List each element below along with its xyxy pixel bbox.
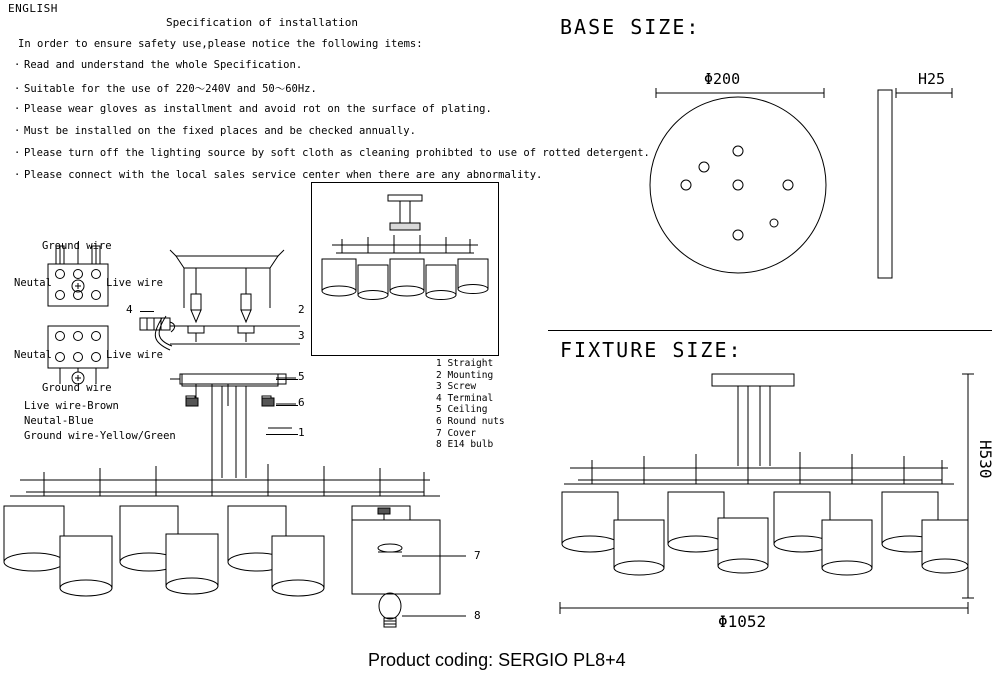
spec-item: · Please wear gloves as installment and avoid rot on the surface of plating. — [14, 103, 492, 115]
legend-live: Live wire-Brown — [24, 400, 119, 412]
base-side-view — [874, 88, 898, 280]
part-item: 4 Terminal — [436, 392, 494, 404]
base-circle-drawing — [648, 95, 828, 275]
base-height-label: H25 — [918, 70, 946, 88]
base-size-heading: BASE SIZE: — [560, 15, 701, 39]
spec-item-text: Read and understand the whole Specification. — [24, 59, 303, 71]
live-bottom-label: Live wire — [106, 349, 163, 361]
part-item: 5 Ceiling — [436, 404, 488, 416]
callout-3: 3 — [298, 329, 305, 342]
neutral-bottom-label: Neutal — [14, 349, 52, 361]
part-item: 6 Round nuts — [436, 415, 505, 427]
spec-title: Specification of installation — [166, 16, 359, 29]
leader-line-6 — [276, 405, 298, 406]
spec-item-text: Please turn off the lighting source by soft cloth as cleaning prohibted to use of rotted detergent. — [24, 147, 650, 159]
callout-4: 4 — [126, 303, 133, 316]
part-item: 2 Mounting — [436, 369, 494, 381]
leader-line-1 — [266, 434, 298, 435]
fixture-height-dimension — [962, 372, 974, 600]
callout-6: 6 — [298, 396, 305, 409]
fixture-diameter-label: Φ1052 — [718, 612, 767, 631]
main-fixture-drawing — [0, 368, 500, 638]
spec-item-text: Please connect with the local sales service center when there are any abnormality. — [24, 169, 543, 181]
language-label: ENGLISH — [8, 2, 58, 15]
terminal-block-icon — [138, 314, 178, 336]
spec-item: · Please connect with the local sales service center when there are any abnormality. — [14, 169, 543, 181]
live-top-label: Live wire — [106, 277, 163, 289]
spec-item: · Must be installed on the fixed places and be checked annually. — [14, 125, 416, 137]
callout-5: 5 — [298, 370, 305, 383]
callout-8: 8 — [474, 609, 481, 622]
base-diameter-label: Φ200 — [704, 70, 741, 88]
legend-neutral: Neutal-Blue — [24, 415, 94, 427]
fixture-height-label: H530 — [976, 440, 995, 479]
fixture-inset-box — [311, 182, 499, 356]
base-height-dimension — [894, 88, 954, 98]
spec-item: · Suitable for the use of 220～240V and 50～60Hz. — [14, 83, 317, 95]
part-item: 3 Screw — [436, 381, 477, 393]
callout-2: 2 — [298, 303, 305, 316]
ground-wire-top-label: Ground wire — [42, 240, 112, 252]
part-item: 1 Straight — [436, 358, 494, 369]
callout-7: 7 — [474, 549, 481, 562]
spec-item-text: Must be installed on the fixed places and be checked annually. — [24, 125, 416, 137]
legend-ground: Ground wire-Yellow/Green — [24, 430, 176, 442]
product-coding-label: Product coding: SERGIO PL8+4 — [368, 650, 626, 670]
fixture-size-heading: FIXTURE SIZE: — [560, 338, 743, 362]
part-item: 7 Cover — [436, 427, 477, 439]
neutral-top-label: Neutal — [14, 277, 52, 289]
leader-line-5 — [276, 379, 298, 380]
leader-line-4 — [140, 311, 154, 312]
section-divider — [548, 330, 992, 331]
spec-item: · Please turn off the lighting source by soft cloth as cleaning prohibted to use of rotted detergent. — [14, 147, 650, 159]
spec-item-text: Suitable for the use of 220～240V and 50～60Hz. — [24, 83, 317, 95]
spec-item: · Read and understand the whole Specification. — [14, 59, 303, 71]
ground-wire-bottom-label: Ground wire — [42, 382, 112, 394]
spec-intro: In order to ensure safety use,please notice the following items: — [18, 38, 423, 50]
base-diameter-dimension — [654, 88, 826, 98]
callout-1: 1 — [298, 426, 305, 439]
spec-item-text: Please wear gloves as installment and avoid rot on the surface of plating. — [24, 103, 492, 115]
fixture-elevation-drawing — [556, 370, 976, 600]
part-item: 8 E14 bulb — [436, 439, 494, 451]
